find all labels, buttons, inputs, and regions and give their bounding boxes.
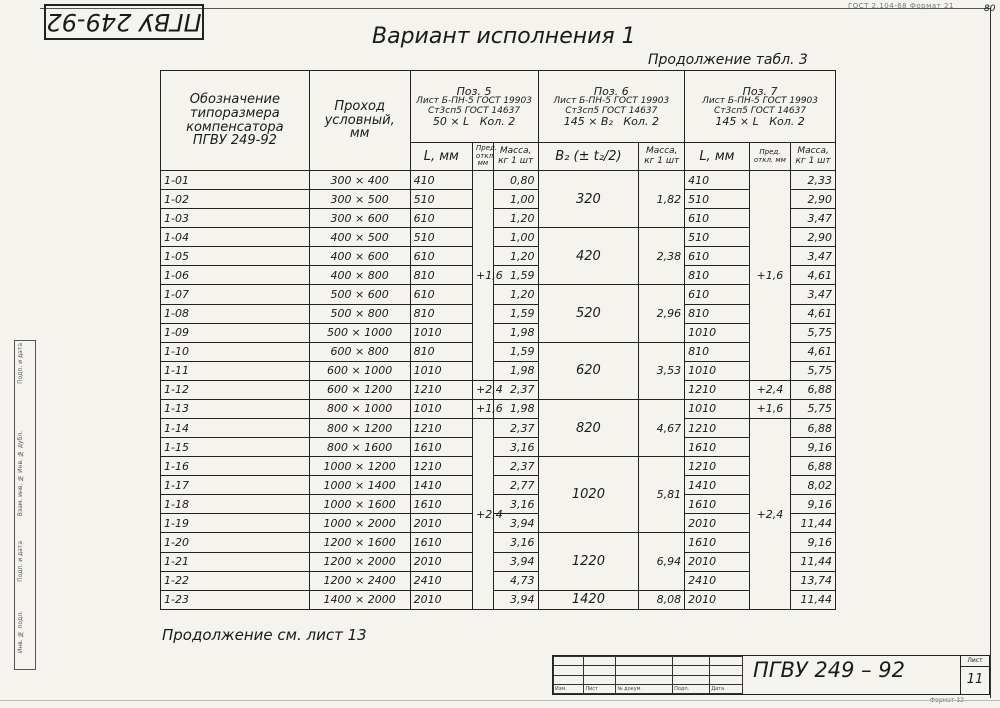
cell-pos6-b2: 1020 <box>538 457 639 533</box>
cell-passage: 400 × 500 <box>309 228 410 247</box>
page-title: Вариант исполнения 1 <box>372 24 636 49</box>
cell-pos5-mass: 1,59 <box>493 342 538 361</box>
cell-pos7-length: 810 <box>685 304 749 323</box>
cell-pos7-length: 810 <box>685 342 749 361</box>
table-row <box>161 419 836 438</box>
cell-designation: 1-06 <box>161 266 310 285</box>
specification-table <box>160 70 836 610</box>
document-stamp: ПГВУ 249-92 <box>44 4 204 40</box>
rev-col-label: Изм. <box>554 684 584 693</box>
table-row <box>161 247 836 266</box>
pos6-b2-header: B₂ (± t₂/2) <box>538 143 639 171</box>
cell-pos5-length: 1010 <box>410 399 472 418</box>
cell-pos6-b2: 420 <box>538 228 639 285</box>
pos7-length-header: L, мм <box>685 143 749 171</box>
cell-pos7-mass: 6,88 <box>791 380 836 399</box>
cell-pos5-length: 510 <box>410 228 472 247</box>
cell-pos7-length: 610 <box>685 247 749 266</box>
cell-passage: 300 × 500 <box>309 190 410 209</box>
cell-pos7-length: 610 <box>685 209 749 228</box>
cell-designation: 1-01 <box>161 171 310 190</box>
continuation-note: Продолжение см. лист 13 <box>162 626 367 644</box>
cell-pos5-length: 1610 <box>410 495 472 514</box>
cell-passage: 300 × 400 <box>309 171 410 190</box>
cell-passage: 400 × 600 <box>309 247 410 266</box>
cell-pos7-tolerance: +2,4 <box>749 419 791 610</box>
table-row <box>161 304 836 323</box>
cell-passage: 1000 × 1400 <box>309 476 410 495</box>
cell-pos5-length: 810 <box>410 342 472 361</box>
cell-pos7-mass: 4,61 <box>791 342 836 361</box>
frame-right-line <box>990 8 991 698</box>
cell-pos5-length: 1610 <box>410 438 472 457</box>
cell-passage: 1000 × 1600 <box>309 495 410 514</box>
cell-pos7-length: 610 <box>685 285 749 304</box>
col-passage-header: Проход условный, мм <box>309 71 410 171</box>
cell-pos5-length: 1010 <box>410 361 472 380</box>
table-row <box>161 171 836 190</box>
cell-pos6-mass: 2,38 <box>639 228 685 285</box>
document-code: ПГВУ 249 – 92 <box>753 658 906 682</box>
cell-pos5-length: 1210 <box>410 380 472 399</box>
cell-pos7-length: 2410 <box>685 571 749 590</box>
cell-pos7-mass: 4,61 <box>791 266 836 285</box>
cell-designation: 1-13 <box>161 399 310 418</box>
pos6-header: Поз. 6 Лист Б-ПН-5 ГОСТ 19903 Ст3сп5 ГОСТ 14637 145 × B₂ Кол. 2 <box>538 71 685 143</box>
cell-pos7-length: 1410 <box>685 476 749 495</box>
title-block <box>552 655 990 695</box>
table-row <box>161 476 836 495</box>
cell-designation: 1-05 <box>161 247 310 266</box>
cell-pos5-mass: 4,73 <box>493 571 538 590</box>
cell-passage: 400 × 800 <box>309 266 410 285</box>
cell-pos5-mass: 1,98 <box>493 361 538 380</box>
cell-passage: 1000 × 1200 <box>309 457 410 476</box>
cell-pos7-length: 1610 <box>685 438 749 457</box>
cell-passage: 800 × 1000 <box>309 399 410 418</box>
table-row <box>161 361 836 380</box>
cell-designation: 1-12 <box>161 380 310 399</box>
cell-designation: 1-14 <box>161 419 310 438</box>
cell-pos7-length: 1010 <box>685 399 749 418</box>
cell-pos5-mass: 1,00 <box>493 190 538 209</box>
cell-pos5-mass: 1,98 <box>493 323 538 342</box>
table-row <box>161 438 836 457</box>
cell-pos7-mass: 5,75 <box>791 361 836 380</box>
cell-pos7-tolerance: +1,6 <box>749 171 791 381</box>
table-row <box>161 590 836 609</box>
cell-pos6-mass: 2,96 <box>639 285 685 342</box>
cell-pos7-mass: 4,61 <box>791 304 836 323</box>
cell-designation: 1-22 <box>161 571 310 590</box>
cell-pos5-length: 2010 <box>410 552 472 571</box>
cell-passage: 1000 × 2000 <box>309 514 410 533</box>
cell-passage: 500 × 1000 <box>309 323 410 342</box>
cell-pos7-length: 2010 <box>685 590 749 609</box>
cell-pos7-length: 410 <box>685 171 749 190</box>
rev-col-label: Подп. <box>673 684 710 693</box>
table-row <box>161 552 836 571</box>
pos5-length-header: L, мм <box>410 143 472 171</box>
cell-pos5-length: 1410 <box>410 476 472 495</box>
cell-pos7-tolerance: +2,4 <box>749 380 791 399</box>
cell-pos7-length: 1210 <box>685 419 749 438</box>
cell-pos7-length: 2010 <box>685 552 749 571</box>
cell-passage: 1200 × 2400 <box>309 571 410 590</box>
cell-designation: 1-11 <box>161 361 310 380</box>
cell-pos7-mass: 3,47 <box>791 209 836 228</box>
cell-pos7-mass: 2,90 <box>791 228 836 247</box>
cell-pos7-length: 1210 <box>685 380 749 399</box>
table-continuation-label: Продолжение табл. 3 <box>648 52 808 68</box>
sheet-label: Лист <box>961 656 989 667</box>
scan-edge-line <box>0 700 1000 701</box>
cell-pos7-length: 810 <box>685 266 749 285</box>
cell-pos7-mass: 3,47 <box>791 285 836 304</box>
cell-pos5-mass: 2,37 <box>493 419 538 438</box>
cell-designation: 1-09 <box>161 323 310 342</box>
cell-pos7-length: 1210 <box>685 457 749 476</box>
cell-pos7-mass: 2,90 <box>791 190 836 209</box>
cell-passage: 1200 × 2000 <box>309 552 410 571</box>
cell-pos7-mass: 8,02 <box>791 476 836 495</box>
cell-pos7-mass: 5,75 <box>791 323 836 342</box>
cell-pos5-mass: 1,59 <box>493 304 538 323</box>
cell-designation: 1-23 <box>161 590 310 609</box>
side-label: Взам. инв. № Инв. № дубл. <box>17 431 24 517</box>
cell-pos5-mass: 1,20 <box>493 209 538 228</box>
pos6-mass-header: Масса, кг 1 шт <box>639 143 685 171</box>
cell-pos7-mass: 5,75 <box>791 399 836 418</box>
cell-pos7-mass: 11,44 <box>791 552 836 571</box>
cell-pos5-length: 610 <box>410 285 472 304</box>
cell-pos7-mass: 6,88 <box>791 457 836 476</box>
cell-pos5-mass: 3,94 <box>493 514 538 533</box>
cell-pos5-tolerance: +2,4 <box>472 419 493 610</box>
cell-pos5-length: 810 <box>410 304 472 323</box>
col-designation-header: Обозначение типоразмера компенсатора ПГВУ 249-92 <box>161 71 310 171</box>
cell-pos5-mass: 2,37 <box>493 380 538 399</box>
cell-passage: 300 × 600 <box>309 209 410 228</box>
cell-designation: 1-15 <box>161 438 310 457</box>
cell-pos6-mass: 5,81 <box>639 457 685 533</box>
side-label: Подп. и дата <box>17 343 24 384</box>
cell-designation: 1-21 <box>161 552 310 571</box>
cell-pos6-b2: 820 <box>538 399 639 456</box>
cell-passage: 600 × 800 <box>309 342 410 361</box>
cell-passage: 500 × 800 <box>309 304 410 323</box>
cell-passage: 500 × 600 <box>309 285 410 304</box>
format-code: ГОСТ 2.104-68 Формат 21 <box>848 2 954 10</box>
cell-pos6-b2: 1220 <box>538 533 639 590</box>
corner-page-number: 80 <box>984 4 996 14</box>
cell-pos5-mass: 3,16 <box>493 495 538 514</box>
revision-grid <box>553 656 743 694</box>
cell-pos5-mass: 2,77 <box>493 476 538 495</box>
cell-pos5-length: 610 <box>410 247 472 266</box>
cell-pos5-mass: 3,94 <box>493 590 538 609</box>
table-row <box>161 342 836 361</box>
cell-pos5-mass: 0,80 <box>493 171 538 190</box>
cell-pos5-mass: 2,37 <box>493 457 538 476</box>
cell-pos6-b2: 620 <box>538 342 639 399</box>
side-label: Подп. и дата <box>17 541 24 582</box>
cell-pos7-length: 1610 <box>685 495 749 514</box>
cell-pos5-mass: 1,00 <box>493 228 538 247</box>
cell-pos7-mass: 2,33 <box>791 171 836 190</box>
cell-pos6-mass: 6,94 <box>639 533 685 590</box>
side-stamp-column <box>14 340 36 670</box>
sheet-box <box>960 656 989 694</box>
cell-pos7-length: 1010 <box>685 323 749 342</box>
cell-pos5-length: 2410 <box>410 571 472 590</box>
cell-designation: 1-20 <box>161 533 310 552</box>
cell-pos5-mass: 3,16 <box>493 533 538 552</box>
rev-col-label: № докум. <box>616 684 673 693</box>
table-row <box>161 209 836 228</box>
cell-pos5-length: 2010 <box>410 590 472 609</box>
cell-pos5-length: 1210 <box>410 457 472 476</box>
cell-pos6-b2: 520 <box>538 285 639 342</box>
cell-passage: 1200 × 1600 <box>309 533 410 552</box>
pos7-mass-header: Масса, кг 1 шт <box>791 143 836 171</box>
pos7-header: Поз. 7 Лист Б-ПН-5 ГОСТ 19903 Ст3сп5 ГОСТ 14637 145 × L Кол. 2 <box>685 71 836 143</box>
cell-pos7-mass: 11,44 <box>791 590 836 609</box>
cell-designation: 1-07 <box>161 285 310 304</box>
table-row <box>161 399 836 418</box>
cell-pos5-length: 2010 <box>410 514 472 533</box>
cell-pos5-mass: 1,20 <box>493 285 538 304</box>
cell-designation: 1-17 <box>161 476 310 495</box>
side-label: Инв. № подл. <box>17 611 24 654</box>
cell-designation: 1-16 <box>161 457 310 476</box>
cell-pos5-length: 1010 <box>410 323 472 342</box>
cell-passage: 800 × 1600 <box>309 438 410 457</box>
cell-pos5-length: 410 <box>410 171 472 190</box>
cell-pos7-mass: 9,16 <box>791 495 836 514</box>
rev-col-label: Лист <box>584 684 616 693</box>
cell-designation: 1-03 <box>161 209 310 228</box>
rev-col-label: Дата <box>710 684 743 693</box>
table-row <box>161 533 836 552</box>
pos5-tolerance-header: Пред. откл. мм <box>472 143 493 171</box>
cell-pos5-mass: 1,98 <box>493 399 538 418</box>
cell-pos7-mass: 13,74 <box>791 571 836 590</box>
pos7-tolerance-header: Пред. откл. мм <box>749 143 791 171</box>
cell-pos7-length: 510 <box>685 190 749 209</box>
table-row <box>161 571 836 590</box>
cell-pos7-tolerance: +1,6 <box>749 399 791 418</box>
cell-passage: 600 × 1200 <box>309 380 410 399</box>
cell-pos5-length: 610 <box>410 209 472 228</box>
cell-pos5-length: 1610 <box>410 533 472 552</box>
cell-passage: 800 × 1200 <box>309 419 410 438</box>
cell-pos6-b2: 1420 <box>538 590 639 609</box>
cell-pos6-mass: 4,67 <box>639 399 685 456</box>
cell-pos6-mass: 8,08 <box>639 590 685 609</box>
cell-pos6-b2: 320 <box>538 171 639 228</box>
table-row <box>161 285 836 304</box>
table-row <box>161 228 836 247</box>
cell-pos5-tolerance: +2,4 <box>472 380 493 399</box>
cell-pos5-tolerance: +1,6 <box>472 171 493 381</box>
cell-passage: 600 × 1000 <box>309 361 410 380</box>
cell-pos6-mass: 3,53 <box>639 342 685 399</box>
cell-pos7-mass: 6,88 <box>791 419 836 438</box>
cell-pos7-mass: 3,47 <box>791 247 836 266</box>
table-row <box>161 380 836 399</box>
cell-designation: 1-02 <box>161 190 310 209</box>
table-body <box>161 171 836 610</box>
cell-pos7-length: 510 <box>685 228 749 247</box>
sheet-number: 11 <box>966 672 984 687</box>
cell-pos6-mass: 1,82 <box>639 171 685 228</box>
cell-pos5-mass: 1,59 <box>493 266 538 285</box>
cell-pos7-mass: 9,16 <box>791 533 836 552</box>
cell-designation: 1-19 <box>161 514 310 533</box>
cell-pos5-length: 510 <box>410 190 472 209</box>
table-row <box>161 457 836 476</box>
cell-designation: 1-04 <box>161 228 310 247</box>
cell-passage: 1400 × 2000 <box>309 590 410 609</box>
cell-pos5-tolerance: +1,6 <box>472 399 493 418</box>
cell-designation: 1-10 <box>161 342 310 361</box>
table-row <box>161 190 836 209</box>
cell-pos7-length: 2010 <box>685 514 749 533</box>
table-row <box>161 323 836 342</box>
cell-designation: 1-18 <box>161 495 310 514</box>
cell-pos7-mass: 9,16 <box>791 438 836 457</box>
pos5-header: Поз. 5 Лист Б-ПН-5 ГОСТ 19903 Ст3сп5 ГОСТ 14637 50 × L Кол. 2 <box>410 71 538 143</box>
cell-pos7-mass: 11,44 <box>791 514 836 533</box>
cell-pos5-mass: 3,16 <box>493 438 538 457</box>
cell-pos5-mass: 1,20 <box>493 247 538 266</box>
cell-pos7-length: 1610 <box>685 533 749 552</box>
cell-pos5-length: 1210 <box>410 419 472 438</box>
cell-pos5-length: 810 <box>410 266 472 285</box>
cell-pos5-mass: 3,94 <box>493 552 538 571</box>
cell-pos7-length: 1010 <box>685 361 749 380</box>
cell-designation: 1-08 <box>161 304 310 323</box>
pos5-mass-header: Масса, кг 1 шт <box>493 143 538 171</box>
